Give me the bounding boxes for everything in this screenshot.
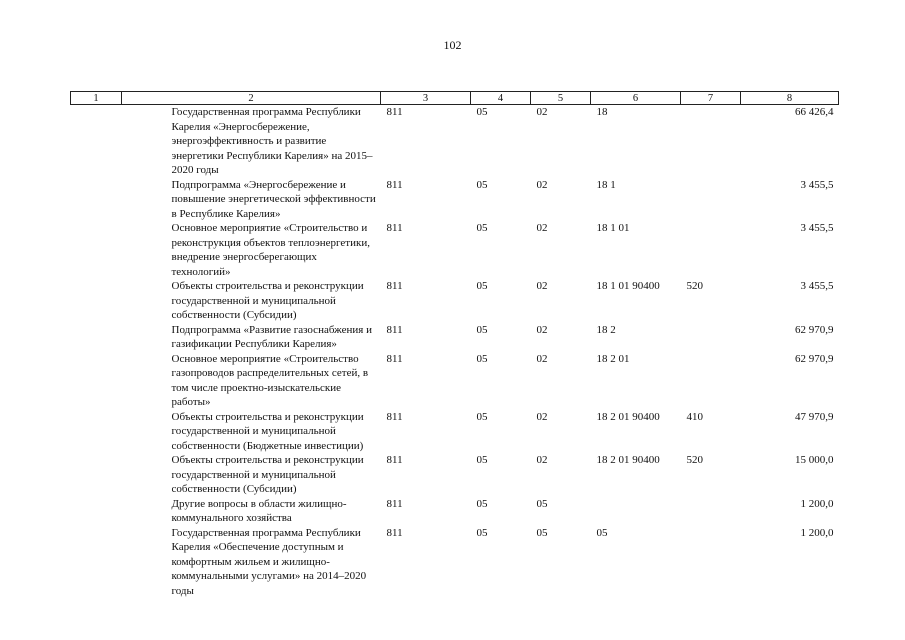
table-header xyxy=(71,92,839,105)
row-amount: 1 200,0 xyxy=(800,497,834,510)
table-row xyxy=(71,497,839,526)
row-target-article xyxy=(591,497,681,526)
table-row xyxy=(71,323,839,352)
budget-table xyxy=(70,91,839,598)
row-expense-type xyxy=(681,221,741,279)
row-section-code: 05 xyxy=(476,323,488,336)
row-subsection-code: 05 xyxy=(536,526,548,539)
row-expense-type xyxy=(681,105,741,178)
column-header-7: 7 xyxy=(681,92,741,105)
row-name: Государственная программа Республики Карелия «Обеспечение доступным и комфортным жильем и жилищно-коммунальными услугами» на 2014–2020 годы xyxy=(171,526,367,597)
column-header-3: 3 xyxy=(381,92,471,105)
row-section-code: 05 xyxy=(476,280,488,292)
row-section-code: 05 xyxy=(476,497,488,510)
table-row xyxy=(71,221,839,279)
row-name: Подпрограмма «Развитие газоснабжения и газификации Республики Карелия» xyxy=(171,323,372,350)
row-target-article: 18 1 xyxy=(596,178,616,191)
row-subsection-code: 02 xyxy=(536,323,548,336)
row-name: Другие вопросы в области жилищно-коммунального хозяйства xyxy=(171,497,347,524)
row-name: Основное мероприятие «Строительство газопроводов распределительных сетей, в том числе проектно-изыскательские работы» xyxy=(171,352,369,408)
row-amount: 62 970,9 xyxy=(795,352,834,365)
row-ministry-code: 811 xyxy=(386,323,403,336)
row-ministry-code: 811 xyxy=(386,280,403,292)
row-name: Государственная программа Республики Карелия «Энергосбережение, энергоэффективность и развитие энергетики Республики Карелия» на 2015–2020 годы xyxy=(171,106,373,176)
row-subsection-code: 05 xyxy=(536,497,548,510)
column-header-4: 4 xyxy=(471,92,531,105)
column-header-6: 6 xyxy=(591,92,681,105)
row-target-article: 18 2 01 90400 xyxy=(596,410,660,423)
row-target-article: 18 2 xyxy=(596,323,616,336)
row-expense-type: 520 xyxy=(686,454,703,466)
row-subsection-code: 02 xyxy=(536,222,548,234)
row-section-code: 05 xyxy=(476,526,488,539)
row-ministry-code: 811 xyxy=(386,410,403,423)
row-name: Объекты строительства и реконструкции государственной и муниципальной собственности (Субсидии) xyxy=(171,454,364,495)
row-amount: 3 455,5 xyxy=(800,222,834,234)
row-target-article: 18 2 01 xyxy=(596,352,630,365)
column-header-2: 2 xyxy=(122,92,381,105)
table-row xyxy=(71,105,839,178)
column-header-8: 8 xyxy=(741,92,839,105)
row-name: Объекты строительства и реконструкции государственной и муниципальной собственности (Субсидии) xyxy=(171,280,364,321)
row-name: Подпрограмма «Энергосбережение и повышение энергетической эффективности в Республике Карелия» xyxy=(171,178,376,220)
row-subsection-code: 02 xyxy=(536,280,548,292)
row-section-code: 05 xyxy=(476,410,488,423)
row-section-code: 05 xyxy=(476,454,488,466)
table-row xyxy=(71,279,839,323)
row-subsection-code: 02 xyxy=(536,352,548,365)
row-target-article: 18 xyxy=(596,106,608,118)
table-row xyxy=(71,178,839,222)
row-expense-type xyxy=(681,497,741,526)
row-section-code: 05 xyxy=(476,222,488,234)
row-ministry-code: 811 xyxy=(386,222,403,234)
row-amount: 3 455,5 xyxy=(800,280,834,292)
row-subsection-code: 02 xyxy=(536,410,548,423)
row-ministry-code: 811 xyxy=(386,352,403,365)
row-target-article: 18 1 01 90400 xyxy=(596,280,660,292)
row-subsection-code: 02 xyxy=(536,454,548,466)
row-amount: 62 970,9 xyxy=(795,323,834,336)
row-section-code: 05 xyxy=(476,178,488,191)
row-expense-type xyxy=(681,352,741,410)
row-target-article: 05 xyxy=(596,526,608,539)
table-row xyxy=(71,410,839,454)
row-target-article: 18 2 01 90400 xyxy=(596,454,660,466)
row-expense-type: 410 xyxy=(686,410,703,423)
row-subsection-code: 02 xyxy=(536,106,548,118)
row-ministry-code: 811 xyxy=(386,497,403,510)
row-amount: 3 455,5 xyxy=(800,178,834,191)
table-row xyxy=(71,352,839,410)
row-name: Основное мероприятие «Строительство и реконструкция объектов теплоэнергетики, внедрение энергосберегающих технологий» xyxy=(171,222,370,278)
row-ministry-code: 811 xyxy=(386,526,403,539)
row-section-code: 05 xyxy=(476,106,488,118)
row-ministry-code: 811 xyxy=(386,454,403,466)
page-number: 102 xyxy=(443,38,462,52)
row-expense-type xyxy=(681,178,741,222)
row-section-code: 05 xyxy=(476,352,488,365)
row-target-article: 18 1 01 xyxy=(596,222,630,234)
row-amount: 47 970,9 xyxy=(795,410,834,423)
header-row xyxy=(71,92,839,105)
row-expense-type xyxy=(681,526,741,599)
column-header-5: 5 xyxy=(531,92,591,105)
row-name: Объекты строительства и реконструкции государственной и муниципальной собственности (Бюджетные инвестиции) xyxy=(171,410,364,452)
row-expense-type xyxy=(681,323,741,352)
row-ministry-code: 811 xyxy=(386,106,403,118)
table-body xyxy=(71,105,839,599)
column-header-1: 1 xyxy=(71,92,122,105)
row-amount: 66 426,4 xyxy=(795,106,834,118)
row-ministry-code: 811 xyxy=(386,178,403,191)
table-row xyxy=(71,453,839,497)
table-row xyxy=(71,526,839,599)
row-amount: 1 200,0 xyxy=(800,526,834,539)
row-subsection-code: 02 xyxy=(536,178,548,191)
row-amount: 15 000,0 xyxy=(795,454,834,466)
row-expense-type: 520 xyxy=(686,280,703,292)
